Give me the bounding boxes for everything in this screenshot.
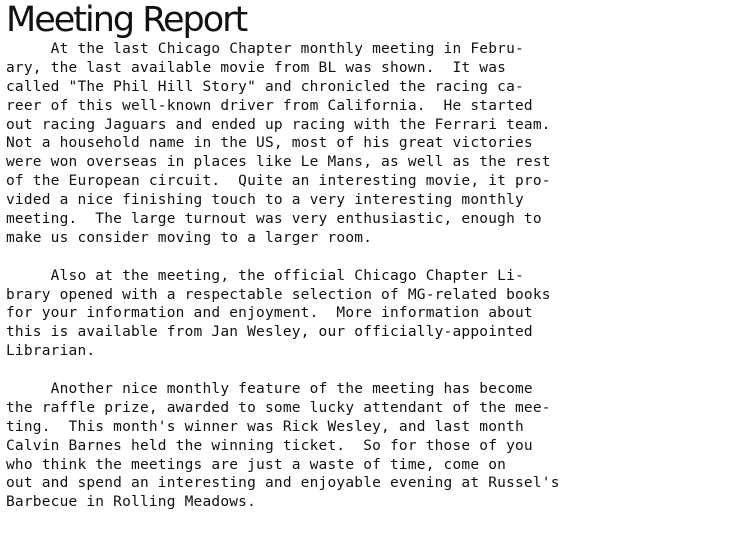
text-line: brary opened with a respectable selection of MG-related books xyxy=(6,286,551,303)
text-line: ary, the last available movie from BL was shown. It was xyxy=(6,59,507,76)
text-line: the raffle prize, awarded to some lucky attendant of the mee- xyxy=(6,399,551,416)
text-line: vided a nice finishing touch to a very interesting monthly xyxy=(6,192,524,209)
text-line: Calvin Barnes held the winning ticket. So for those of you xyxy=(6,437,533,454)
text-line: Not a household name in the US, most of his great victories xyxy=(6,135,533,152)
text-line: out racing Jaguars and ended up racing with the Ferrari team. xyxy=(6,116,551,133)
text-line: meeting. The large turnout was very enthusiastic, enough to xyxy=(6,211,542,228)
text-line: of the European circuit. Quite an interesting movie, it pro- xyxy=(6,173,551,190)
text-line: this is available from Jan Wesley, our officially-appointed xyxy=(6,324,533,341)
paragraph-gap xyxy=(6,361,748,380)
text-line: Librarian. xyxy=(6,343,96,360)
text-line: ting. This month's winner was Rick Wesley, and last month xyxy=(6,418,524,435)
text-line: make us consider moving to a larger room. xyxy=(6,229,373,246)
paragraph-movie xyxy=(6,40,748,248)
text-line: were won overseas in places like Le Mans, as well as the rest xyxy=(6,154,551,171)
report-body xyxy=(6,40,748,512)
text-line: called "The Phil Hill Story" and chronicled the racing ca- xyxy=(6,78,524,95)
paragraph-gap xyxy=(6,248,748,267)
text-line: reer of this well-known driver from California. He started xyxy=(6,97,533,114)
text-line: At the last Chicago Chapter monthly meeting in Febru- xyxy=(6,41,524,57)
text-line: for your information and enjoyment. More information about xyxy=(6,305,533,322)
text-line: who think the meetings are just a waste of time, come on xyxy=(6,456,507,473)
text-line: Another nice monthly feature of the meeting has become xyxy=(6,381,533,398)
text-line: Barbecue in Rolling Meadows. xyxy=(6,494,257,511)
text-line: Also at the meeting, the official Chicago Chapter Li- xyxy=(6,267,524,284)
report-title: Meeting Report xyxy=(6,0,247,40)
paragraph-raffle xyxy=(6,380,748,512)
text-line: out and spend an interesting and enjoyable evening at Russel's xyxy=(6,475,560,492)
paragraph-library xyxy=(6,267,748,361)
